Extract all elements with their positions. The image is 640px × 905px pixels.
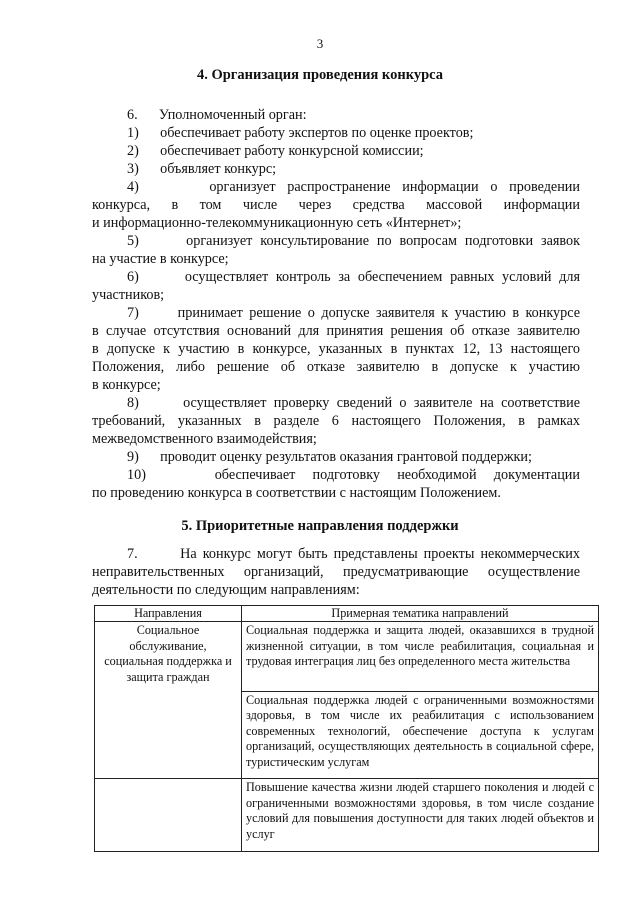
list-item-5-line-2: на участие в конкурсе; <box>92 251 229 267</box>
table-cell-direction: Социальное обслуживание, социальная поддержка и защита граждан <box>95 622 242 779</box>
paragraph-7-line-1: 7. На конкурс могут быть представлены проекты некоммерческих <box>127 546 580 562</box>
paragraph-7-line-3: деятельности по следующим направлениям: <box>92 582 360 598</box>
table-cell-topic: Повышение качества жизни людей старшего поколения и людей с ограниченными возможностями здоровья, в том числе создание условий для повышения доступности для таких людей объектов и услуг <box>242 779 599 852</box>
list-item-8-line-1: 8) осуществляет проверку сведений о заявителе на соответствие <box>127 395 580 411</box>
list-item-7-line-5: в конкурсе; <box>92 377 161 393</box>
table-row <box>95 779 599 852</box>
list-item-10-line-2: по проведению конкурса в соответствии с настоящим Положением. <box>92 485 501 501</box>
list-item-3: 3) объявляет конкурс; <box>127 161 277 177</box>
paragraph-6: 6. Уполномоченный орган: <box>127 107 307 123</box>
list-item-9: 9) проводит оценку результатов оказания грантовой поддержки; <box>127 449 532 465</box>
list-item-7-line-3: в допуске к участию в конкурсе, указанных в пунктах 12, 13 настоящего <box>92 341 580 357</box>
list-item-5-line-1: 5) организует консультирование по вопросам подготовки заявок <box>127 233 580 249</box>
table-header-directions: Направления <box>95 606 242 622</box>
table-header-topics: Примерная тематика направлений <box>242 606 599 622</box>
list-item-4-line-3: и информационно-телекоммуникационную сеть «Интернет»; <box>92 215 462 231</box>
table-header-row <box>95 606 599 622</box>
list-item-6-line-1: 6) осуществляет контроль за обеспечением равных условий для <box>127 269 580 285</box>
list-item-8-line-3: межведомственного взаимодействия; <box>92 431 317 447</box>
list-item-7-line-2: в случае отсутствия оснований для принятия решения об отказе заявителю <box>92 323 580 339</box>
paragraph-7-line-2: неправительственных организаций, предусматривающие осуществление <box>92 564 580 580</box>
table-cell-empty <box>95 779 242 852</box>
list-item-2: 2) обеспечивает работу конкурсной комиссии; <box>127 143 424 159</box>
section-5-title: 5. Приоритетные направления поддержки <box>181 518 459 534</box>
directions-table <box>94 605 599 852</box>
list-item-10-line-1: 10) обеспечивает подготовку необходимой документации <box>127 467 580 483</box>
table-cell-topic: Социальная поддержка и защита людей, оказавшихся в трудной жизненной ситуации, в том числе реабилитация, социальная и трудовая интеграция лиц без определенного места жительства <box>242 622 599 692</box>
section-4-title: 4. Организация проведения конкурса <box>196 67 444 83</box>
page-number: 3 <box>316 36 324 51</box>
list-item-6-line-2: участников; <box>92 287 165 303</box>
table-row <box>95 622 599 692</box>
table-cell-topic: Социальная поддержка людей с ограниченными возможностями здоровья, в том числе их реабилитация с использованием современных технологий, обеспечение доступа к услугам организаций, осуществляющих деятельность в социальной сфере, туристическим услугам <box>242 691 599 778</box>
list-item-7-line-1: 7) принимает решение о допуске заявителя к участию в конкурсе <box>127 305 580 321</box>
list-item-7-line-4: Положения, либо решение об отказе заявителю в допуске к участию <box>92 359 580 375</box>
list-item-4-line-1: 4) организует распространение информации о проведении <box>127 179 580 195</box>
list-item-1: 1) обеспечивает работу экспертов по оценке проектов; <box>127 125 474 141</box>
list-item-4-line-2: конкурса, в том числе через средства массовой информации <box>92 197 580 213</box>
list-item-8-line-2: требований, указанных в разделе 6 настоящего Положения, в рамках <box>92 413 580 429</box>
